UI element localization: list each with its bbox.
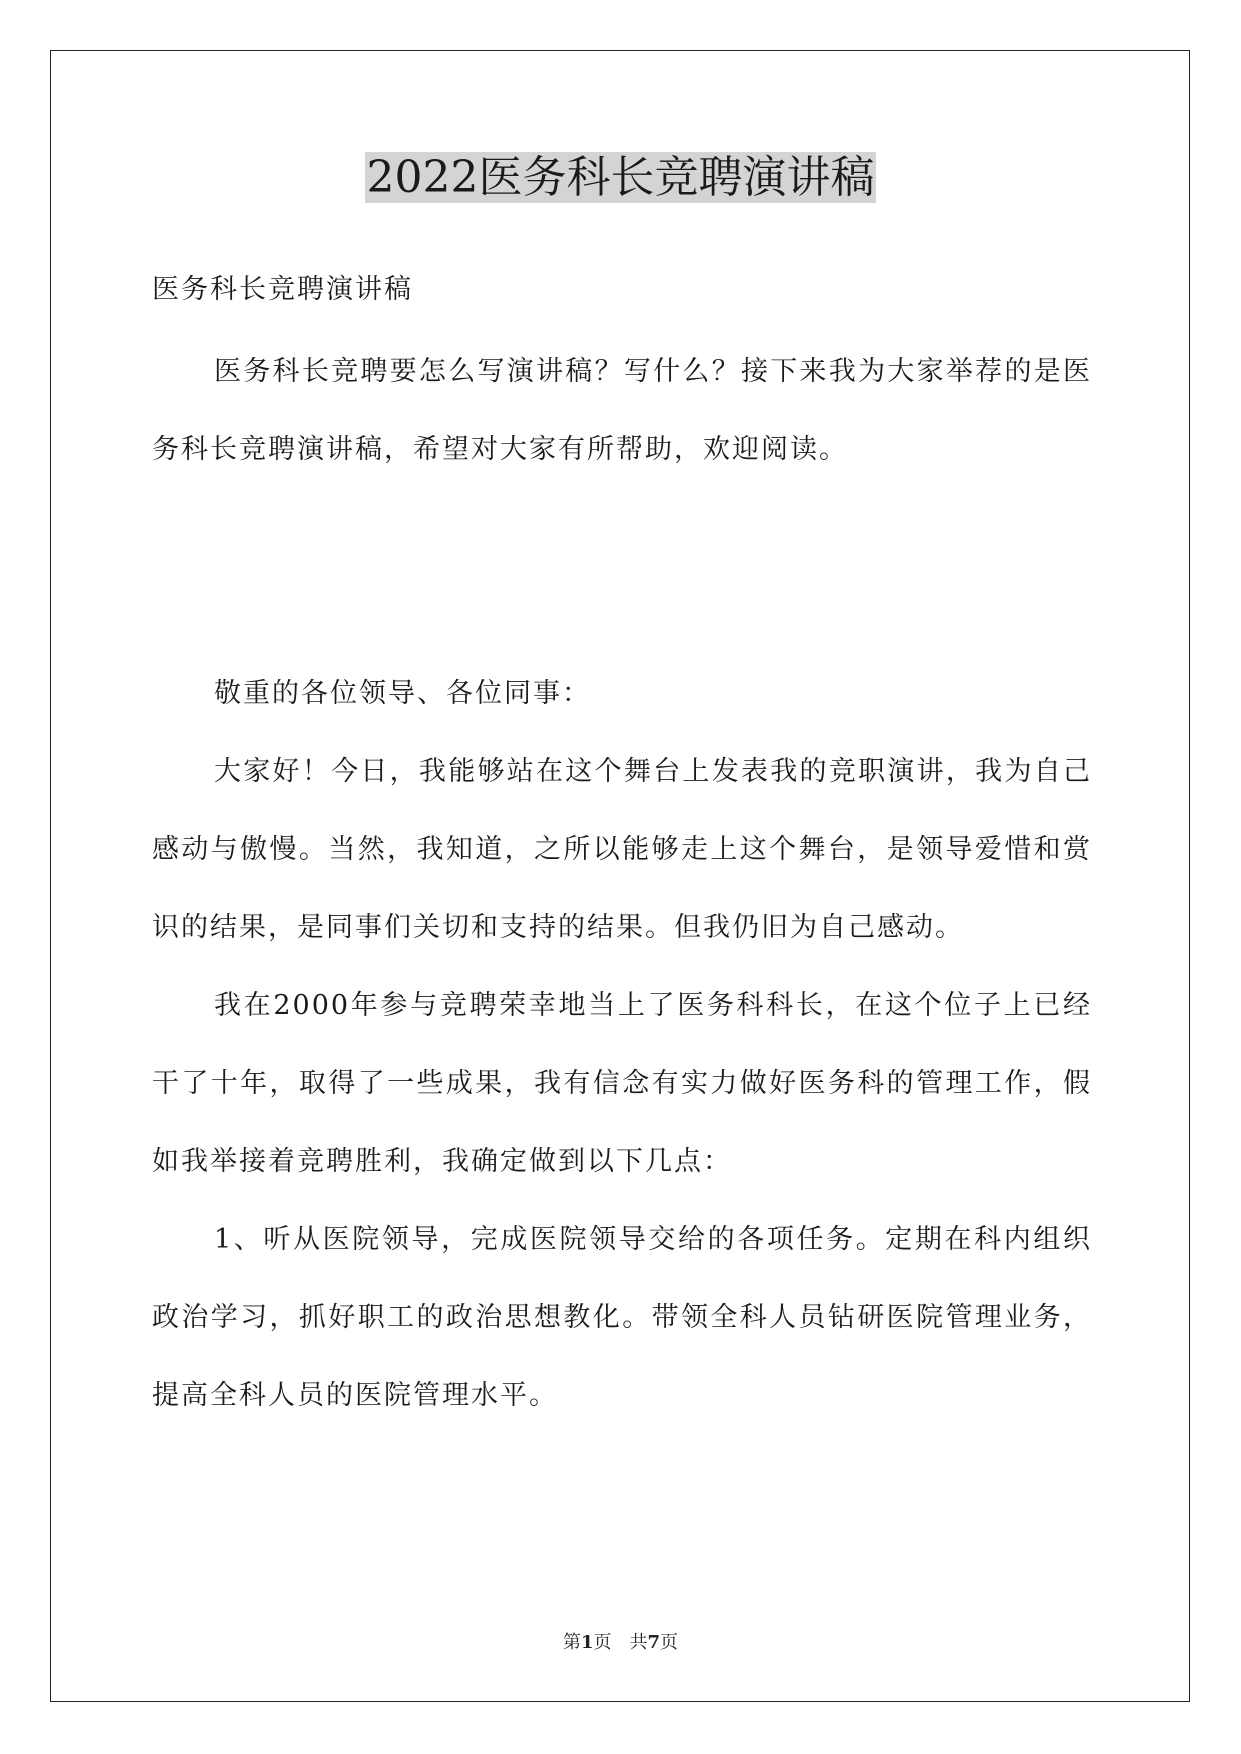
total-page-number: 7	[647, 1632, 661, 1653]
document-subtitle	[152, 250, 1092, 330]
page-label-mid: 页 共	[593, 1632, 648, 1653]
page-footer	[0, 1628, 1241, 1654]
intro-paragraph: 医务科长竞聘要怎么写演讲稿？写什么？接下来我为大家举荐的是医务科长竞聘演讲稿，希望对大家有所帮助，欢迎阅读。	[152, 356, 1092, 465]
document-title-text: 2022医务科长竞聘演讲稿	[366, 152, 875, 203]
body-paragraph: 大家好！今日，我能够站在这个舞台上发表我的竞职演讲，我为自己感动与傲慢。当然，我知道，之所以能够走上这个舞台，是领导爱惜和赏识的结果，是同事们关切和支持的结果。但我仍旧为自己感动。	[152, 756, 1092, 943]
salutation: 敬重的各位领导、各位同事：	[214, 678, 591, 709]
subtitle-text: 医务科长竞聘演讲稿	[152, 274, 413, 305]
page-label-prefix: 第	[562, 1632, 581, 1653]
body-paragraph: 我在2000年参与竞聘荣幸地当上了医务科科长，在这个位子上已经干了十年，取得了一些成果，我有信念有实力做好医务科的管理工作，假如我举接着竞聘胜利，我确定做到以下几点：	[152, 990, 1092, 1177]
page-label-suffix: 页	[660, 1632, 679, 1653]
current-page-number: 1	[580, 1632, 594, 1653]
speech-body	[152, 655, 1092, 1435]
body-paragraph: 1、听从医院领导，完成医院领导交给的各项任务。定期在科内组织政治学习，抓好职工的政治思想教化。带领全科人员钻研医院管理业务，提高全科人员的医院管理水平。	[152, 1224, 1092, 1411]
intro-section	[152, 333, 1092, 489]
document-title	[0, 148, 1241, 208]
